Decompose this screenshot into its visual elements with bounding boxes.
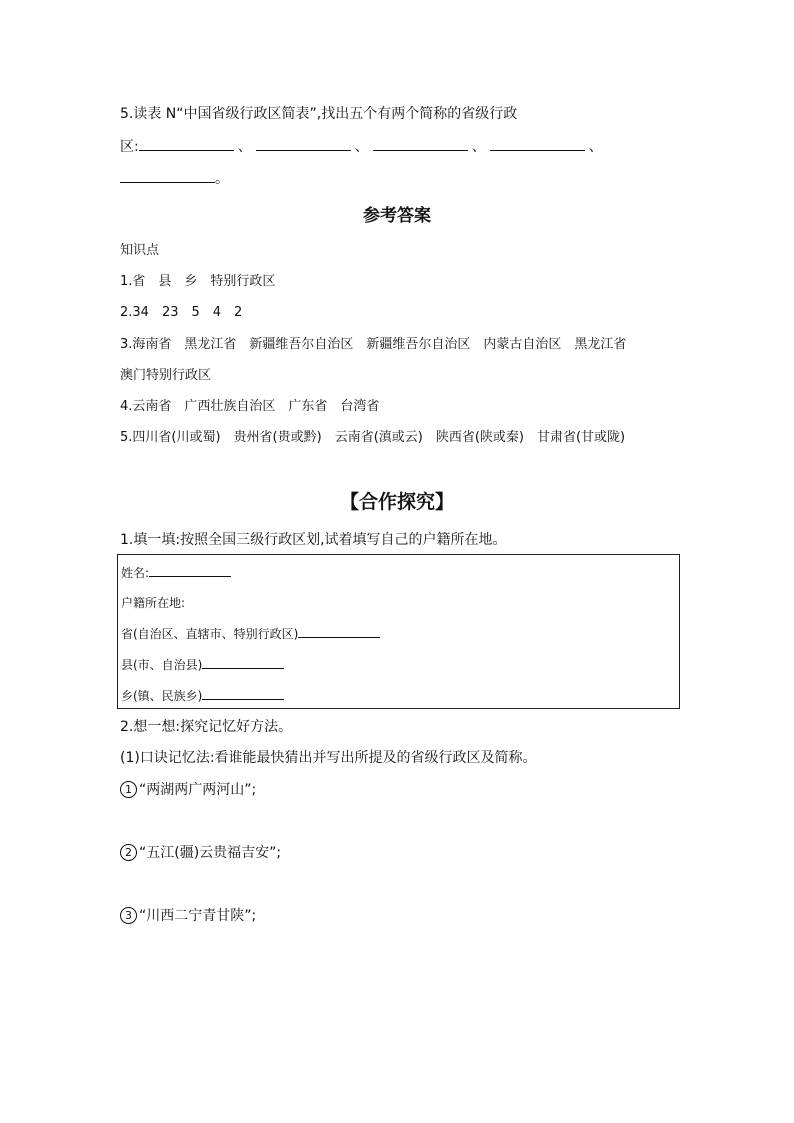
answer-item: 2.34 23 5 4 2	[120, 305, 243, 320]
circled-number: 1	[120, 781, 137, 798]
form-name-row	[121, 564, 231, 581]
q5-text: 5.读表 N“中国省级行政区简表”,找出五个有两个简称的省级行政	[120, 106, 518, 122]
coop-q1: 1.填一填:按照全国三级行政区划,试着填写自己的户籍所在地。	[120, 532, 507, 548]
mnemonic-text: “五江(疆)云贵福吉安”;	[139, 845, 282, 861]
period: 。	[215, 171, 229, 187]
mnemonic-text: “川西二宁青甘陕”;	[139, 908, 257, 924]
form-township-row	[121, 687, 284, 704]
form-name-label: 姓名:	[121, 566, 150, 580]
mnemonic-item	[120, 779, 256, 799]
province-field[interactable]	[298, 625, 380, 638]
q5-prefix: 区:	[120, 139, 139, 155]
answer-item: 3.海南省 黑龙江省 新疆维吾尔自治区 新疆维吾尔自治区 内蒙古自治区 黑龙江省	[120, 337, 627, 352]
answer-item: 5.四川省(川或蜀) 贵州省(贵或黔) 云南省(滇或云) 陕西省(陕或秦) 甘肃省(甘或陇)	[120, 430, 626, 445]
name-field[interactable]	[149, 564, 231, 577]
mnemonic-text: “两湖两广两河山”;	[139, 782, 257, 798]
answer-blank-3[interactable]	[373, 136, 468, 151]
answer-title: 参考答案	[363, 206, 431, 226]
separator: 、	[237, 139, 252, 155]
form-residence-label: 户籍所在地:	[121, 596, 186, 610]
answer-blank-1[interactable]	[139, 136, 234, 151]
q5-blanks-line-2	[120, 168, 229, 188]
coop-q2-1: (1)口诀记忆法:看谁能最快猜出并写出所提及的省级行政区及简称。	[120, 750, 537, 766]
form-province-row	[121, 625, 380, 642]
separator: 、	[588, 139, 603, 155]
township-field[interactable]	[202, 687, 284, 700]
form-township-label: 乡(镇、民族乡)	[121, 689, 203, 703]
answer-item: 4.云南省 广西壮族自治区 广东省 台湾省	[120, 399, 380, 414]
answers-heading: 知识点	[120, 243, 160, 258]
separator: 、	[354, 139, 369, 155]
mnemonic-item	[120, 842, 281, 862]
form-province-label: 省(自治区、直辖市、特别行政区)	[121, 627, 299, 641]
county-field[interactable]	[202, 656, 284, 669]
answer-blank-4[interactable]	[490, 136, 585, 151]
answer-blank-5[interactable]	[120, 168, 215, 183]
answer-item: 澳门特别行政区	[120, 368, 212, 383]
q5-blanks-line	[120, 136, 607, 156]
coop-q2: 2.想一想:探究记忆好方法。	[120, 719, 293, 735]
circled-number: 2	[120, 844, 137, 861]
answer-blank-2[interactable]	[256, 136, 351, 151]
residence-form	[117, 554, 680, 709]
coop-title: 【合作探究】	[339, 491, 454, 513]
form-county-label: 县(市、自治县)	[121, 658, 203, 672]
answer-item: 1.省 县 乡 特别行政区	[120, 274, 276, 289]
separator: 、	[471, 139, 486, 155]
form-county-row	[121, 656, 284, 673]
mnemonic-item	[120, 905, 256, 925]
circled-number: 3	[120, 907, 137, 924]
